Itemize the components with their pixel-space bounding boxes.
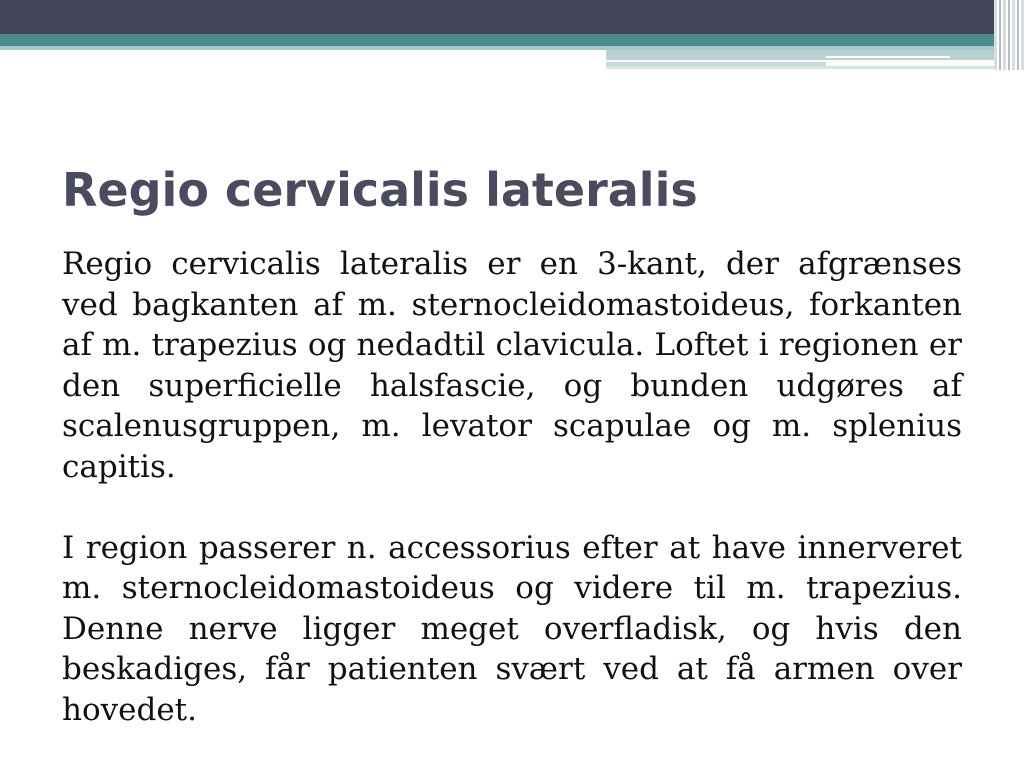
header-accent-gap	[826, 56, 950, 58]
header-accent-block	[606, 50, 1024, 60]
header-band-dark	[0, 0, 1024, 34]
header-vertical-stripes	[994, 0, 1024, 70]
slide-title: Regio cervicalis lateralis	[62, 163, 698, 217]
header-accent-line	[606, 66, 1006, 69]
header-band-teal	[0, 34, 1024, 46]
body-paragraph: Regio cervicalis lateralis er en 3-kant, der afgrænses ved bagkanten af m. sternocleidomastoideus, forkanten af m. trapezius og nedadtil clavicula. Loftet i regionen er den superficielle halsfascie, og bunden udgøres af scalenusgruppen, m. levator scapulae og m. splenius capitis.	[62, 246, 962, 485]
slide-body	[62, 244, 962, 730]
body-paragraph: I region passerer n. accessorius efter at have innerveret m. sternocleidomastoideus og videre til m. trapezius. Denne nerve ligger meget overfladisk, og hvis den beskadiges, får patienten svært ved at få armen over hovedet.	[62, 529, 962, 728]
